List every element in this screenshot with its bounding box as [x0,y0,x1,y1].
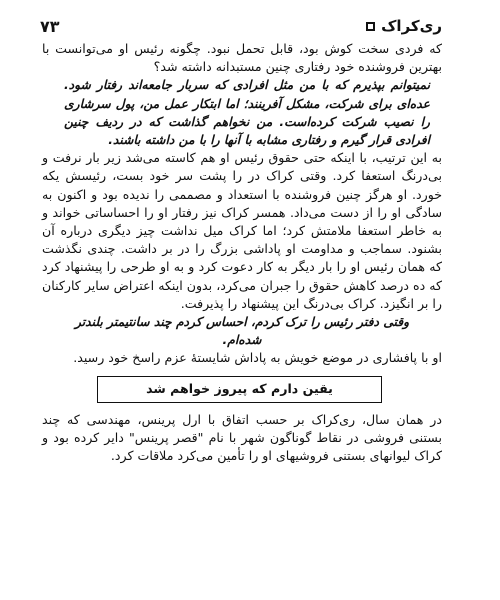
paragraph: او با پافشاری در موضع خویش به پاداش شایستهٔ عزم راسخ خود رسید. [73,350,442,366]
section-heading-box: یقین دارم که پیروز خواهم شد [97,376,382,403]
paragraph: که فردی سخت کوش بود، قابل تحمل نبود. چگونه رئیس او می‌توانست با بهترین فروشنده خود رفتاری چنین مستبدانه داشته شد؟ [42,41,442,75]
page-header [40,14,442,38]
quote-block: نمیتوانم بپذیرم که با من مثل افرادی که سربار جامعه‌اند رفتار شود. عده‌ای برای شرکت، مشکل آفرینند؛ اما ابتکار عمل من، پول سرشاری را نصیب شرکت کرده‌است. من نخواهم گذاشت که در ردیف چنین افرادی قرار گیرم و رفتاری مشابه با آنها را با من داشته باشند. [64,78,430,148]
paragraph: به این ترتیب، با اینکه حتی حقوق رئیس او هم کاسته می‌شد زیر بار نرفت و بی‌درنگ استعفا کرد. وقتی کراک در را پشت سر خود بست، رئیسش یکه خورد. او هرگز چنین فروشنده با استعداد و مصممی را ندیده بود و اکنون به سادگی او را از دست می‌داد. همسر کراک نیز رفتار او را احساساتی خواند و به خاطر استعفا ملامتش کرد؛ اما کراک میل نداشت چیز دیگری درباره آن بشنود. سماجب و مداومت او پاداشی بزرگ را در بر داشت. چندی نگذشت که همان رئیس او را بار دیگر به کار دعوت کرد و به او طرحی را پیشنهاد کرد که ده درصد کاهش حقوق را جبران می‌کرد، بدون اینکه اعتراض سایر کارکنان را بر انگیزد. کراک بی‌درنگ این پیشنهاد را پذیرفت. [42,150,442,311]
square-bullet-icon [366,22,375,31]
running-head-title: ری‌کراک [381,17,442,35]
paragraph: در همان سال، ری‌کراک بر حسب اتفاق با ارل پرینس، مهندسی که چند بستنی فروشی در نقاط گوناگون شهر با نام "قصر پرینس" دایر کرده بود و کراک لیوانهای بستنی فروشیهای او را تأمین می‌کرد ملاقات کرد. [42,411,442,464]
page-number: ۷۳ [40,16,60,36]
body-text [42,40,442,465]
quote-block: وقتی دفتر رئیس را ترک کردم، احساس کردم چند سانتیمتر بلندتر شده‌ام. [74,315,410,348]
running-head [366,17,442,35]
